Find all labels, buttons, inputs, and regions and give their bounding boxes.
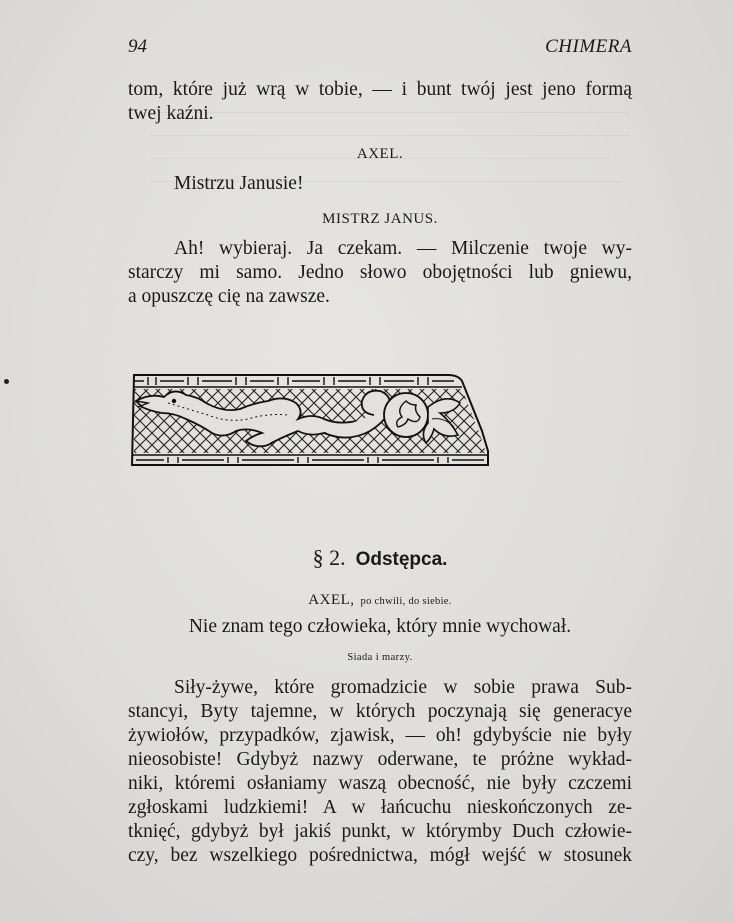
margin-speck xyxy=(4,379,9,384)
paragraph-monologue xyxy=(128,676,632,868)
text-line: żywiołów, przypadków, zjawisk, — oh! gdybyście nie były xyxy=(128,725,632,746)
speaker-axel: AXEL. xyxy=(356,146,404,162)
stage-direction-sits: Siada i marzy. xyxy=(347,652,413,663)
line-axel-2: Nie znam tego człowieka, który mnie wychował. xyxy=(188,616,572,637)
text-line: niki, któremi osłaniamy waszą obecność, nie były czczemi xyxy=(128,773,632,794)
speaker-name: AXEL, xyxy=(308,592,355,608)
text-line: nieosobiste! Gdybyż nazwy oderwane, te próżne wykład- xyxy=(128,749,632,770)
paragraph-continuation xyxy=(128,78,632,126)
section-heading xyxy=(128,545,632,571)
text-line: Siły-żywe, które gromadzicie w sobie prawa Sub- xyxy=(174,677,632,698)
text-line: starczy mi samo. Jedno słowo obojętności lub gniewu, xyxy=(128,262,632,283)
text-line: Ah! wybieraj. Ja czekam. — Milczenie twoje wy- xyxy=(174,238,632,259)
text-line: czy, bez wszelkiego pośrednictwa, mógł wejść w stosunek xyxy=(128,845,632,866)
section-title: Odstępca. xyxy=(355,549,448,570)
text-line: zgłoskami ludzkiemi! A w łańcuchu nieskończonych ze- xyxy=(128,797,632,818)
text-line: Mistrzu Janusie! xyxy=(174,173,304,194)
text-line: tom, które już wrą w tobie, — i bunt twój jest jeno formą xyxy=(128,79,632,100)
text-line: stancyi, Byty tajemne, w których poczynają się generacye xyxy=(128,701,632,722)
dragon-vine-ornament-icon xyxy=(128,373,492,469)
running-head xyxy=(128,36,632,60)
page-number: 94 xyxy=(128,36,147,57)
text-line: twej kaźni. xyxy=(128,103,214,124)
speaker-mistrz-janus: MISTRZ JANUS. xyxy=(322,211,438,227)
running-title: CHIMERA xyxy=(545,36,632,57)
paragraph-janus xyxy=(128,237,632,309)
paragraph-axel xyxy=(128,172,632,196)
text-line: tknięć, gdybyż był jakiś punkt, w którymby Duch człowie- xyxy=(128,821,632,842)
section-number: § 2. xyxy=(312,545,346,570)
text-line: a opuszczę cię na zawsze. xyxy=(128,286,330,307)
stage-direction: po chwili, do siebie. xyxy=(360,596,452,607)
speaker-axel-2 xyxy=(128,592,632,609)
